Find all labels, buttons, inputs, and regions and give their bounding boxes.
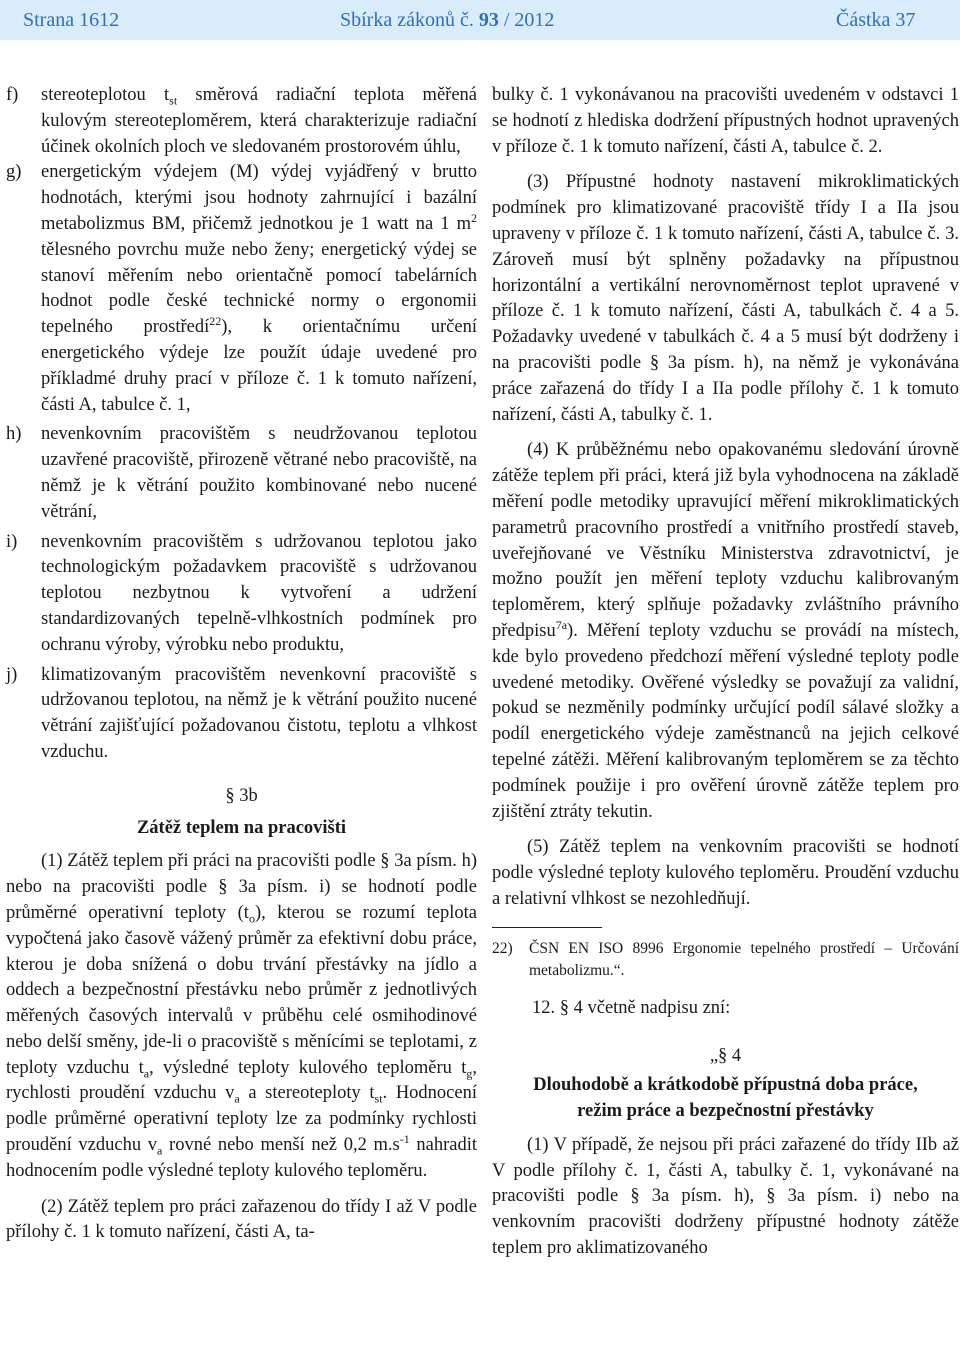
- new-section-title-line-2: režim práce a bezpečnostní přestávky: [577, 1101, 874, 1122]
- left-column: [6, 83, 477, 1246]
- paragraph-5: (5) Zátěž teplem na venkovním pracovišti se hodnotí podle výsledné teploty kulového teploměru. Proudění vzduchu a relativní vlhkost se nezohledňují.: [492, 837, 959, 909]
- footnote-22: 22) ČSN EN ISO 8996 Ergonomie tepelného prostředí – Určování metabolizmu.“.: [492, 939, 959, 979]
- new-section-number: „§ 4: [709, 1045, 742, 1066]
- right-column: [492, 83, 959, 1262]
- footnote-separator: [492, 927, 602, 928]
- definition-item-f: f) stereoteplotou $t_{st}$ směrová radiační teplota měřená kulovým stereoteploměrem, která charakterizuje radiační účinek okolních ploch ve sledovaném prostorovém úhlu,: [6, 85, 477, 157]
- amendment-item-12: 12. § 4 včetně nadpisu zní:: [532, 997, 731, 1018]
- footnote-ref: 22: [209, 314, 222, 329]
- definition-item-i: i) nevenkovním pracovištěm s udržovanou teplotou jako technologickým požadavkem pracoviště s udržovanou teplotou nezbytnou k vytvoření a udržení standardizovaných tepelně-vlhkostních podmínek pro ochranu výroby, výrobku nebo produktu,: [6, 531, 477, 655]
- paragraph-1: (1) Zátěž teplem při práci na pracovišti podle § 3a písm. h) nebo na pracovišti podle § 3a písm. i) se hodnotí podle průměrné operativní teploty $(t_o)$, kterou se rozumí teplota vypočtená jako časově vážený průměr za efektivní dobu práce, kterou je doba snížená o dobu trvání přestávky na jídlo a oddech a bezpečnostní přestávku nebo průměr z jednotlivých měřených časových intervalů v průběhu celé osmihodinové nebo delší směny, jde-li o pracoviště s měnícími se teplotami, z teploty vzduchu $t_a$, výsledné teploty kulového teploměru $t_g$, rychlosti proudění vzduchu $v_a$ a stereoteploty $t_{st}$. Hodnocení podle průměrné operativní teploty lze za podmínky rychlosti proudění vzduchu $v_a$ rovné nebo menší než 0,2 $m.s^{-1}$ nahradit hodnocením podle výsledné teploty kulového teploměru.: [6, 851, 477, 1181]
- new-section-title-line-1: Dlouhodobě a krátkodobě přípustná doba práce,: [533, 1075, 918, 1096]
- collection-label: Sbírka zákonů č. 93 / 2012: [340, 9, 555, 31]
- page-number: Strana 1612: [23, 9, 120, 31]
- new-paragraph-1: (1) V případě, že nejsou při práci zařazené do třídy IIb až V podle přílohy č. 1, části A, tabulky č. 1, vykonávané na pracovišti podle § 3a písm. h), § 3a písm. i) nebo na venkovním pracovišti dodrženy přípustné hodnoty zátěže teplem pro aklimatizovaného: [492, 1134, 959, 1259]
- paragraph-2-continued: bulky č. 1 vykonávanou na pracovišti uvedeném v odstavci 1 se hodnotí z hlediska dodržení přípustných hodnot upravených v příloze č. 1 k tomuto nařízení, části A, tabulce č. 2.: [492, 85, 959, 157]
- definition-item-j: j) klimatizovaným pracovištěm nevenkovní pracoviště s udržovanou teplotou, na němž je k větrání použito nucené větrání zajišťující požadovanou čistotu, teplotu a vlhkost vzduchu.: [6, 664, 477, 762]
- section-title: Zátěž teplem na pracovišti: [136, 817, 347, 838]
- paragraph-4: (4) K průběžnému nebo opakovanému sledování úrovně zátěže teplem při práci, která již byla vyhodnocena na základě měření podle metodiky upravující měření mikroklimatických parametrů pracovního prostředí a vnitřního prostředí staveb, uveřejňované ve Věstníku Ministerstva zdravotnictví, je možno použít jen měření teploty vzduchu kalibrovaným teploměrem, který splňuje požadavky zvláštního právního předpisu$^{7a}$). Měření teploty vzduchu se provádí na místech, kde bylo provedeno předchozí měření výsledné teploty podle uvedené metodiky. Ověřené výsledky se považují za validní, pokud se nezměnily podmínky určující podíl sálavé složky a podíl energetického výdeje zaměstnanců na jejich celkové tepelné zátěži. Měření kalibrovaným teploměrem se za těchto podmínek použije i pro ověření úrovně zátěže teplem pro zjištění ztráty tekutin.: [492, 440, 959, 822]
- paragraph-2: (2) Zátěž teplem pro práci zařazenou do třídy I až V podle přílohy č. 1 k tomuto nařízení, části A, ta-: [6, 1196, 477, 1243]
- page-header: [0, 0, 960, 40]
- part-label: Částka 37: [836, 9, 916, 31]
- definition-item-h: h) nevenkovním pracovištěm s neudržovanou teplotou uzavřené pracoviště, přirozeně větrané nebo pracoviště, na němž je k větrání použito kombinované nebo nucené větrání,: [6, 424, 477, 522]
- section-number: § 3b: [225, 785, 258, 806]
- definition-item-g: g) energetickým výdejem (M) výdej vyjádřený v brutto hodnotách, kterými jsou hodnoty zahrnující i bazální metabolizmus BM, přičemž jednotkou je 1 watt na 1 $m^2$ tělesného povrchu muže nebo ženy; energetický výdej se stanoví měřením nebo orientačně pomocí tabelárních hodnot podle české technické normy o ergonomii tepelného prostředí$^{22}$), k orientačnímu určení energetického výdeje lze použít údaje uvedené pro příkladmé druhy prací v příloze č. 1 k tomuto nařízení, části A, tabulce č. 1,: [6, 162, 477, 415]
- issue-number: 93: [478, 9, 499, 31]
- paragraph-3: (3) Přípustné hodnoty nastavení mikroklimatických podmínek pro klimatizované pracoviště třídy I a IIa jsou upraveny v příloze č. 1 k tomuto nařízení, části A, tabulce č. 3. Zároveň musí být splněny požadavky na přípustnou horizontální a vertikální nerovnoměrnost teplot upravené v příloze č. 1 k tomuto nařízení, části A, tabulkách č. 4 a 5. Požadavky uvedené v tabulkách č. 4 a 5 musí být dodrženy i na pracovišti podle § 3a písm. h), na němž je vykonávána práce zařazená do třídy I a IIa podle přílohy č. 1 k tomuto nařízení, části A, tabulky č. 1.: [492, 172, 959, 425]
